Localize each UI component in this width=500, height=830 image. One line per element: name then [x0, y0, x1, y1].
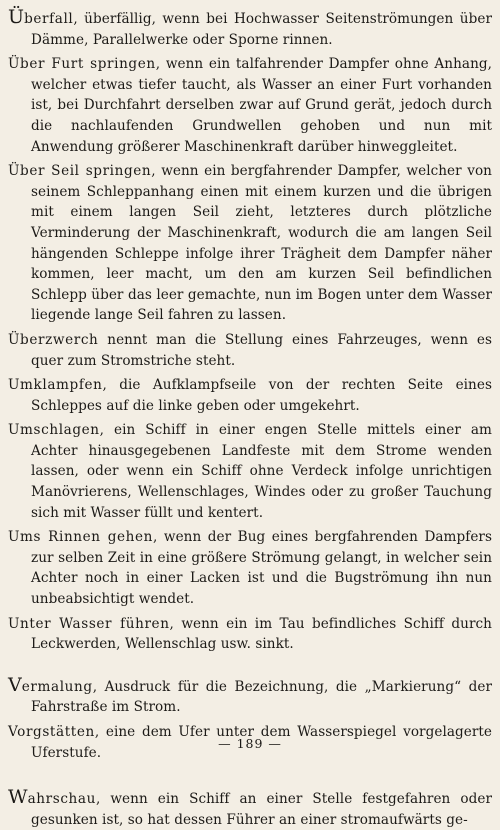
definition: , wenn ein talfahrender Dampfer ohne Anhang, welcher etwas tiefer taucht, als Wasser an einer Furt vorhanden ist, bei Durchfahrt derselben zwar auf Grund gerät, jedoch durch die nachlaufenden Grundwellen gehoben und nun mit Anwendung größerer Maschinenkraft darüber hinweggleitet.: [31, 56, 492, 155]
drop-initial: Ü: [8, 6, 25, 28]
headword: Unter Wasser führen: [8, 615, 170, 632]
entry-ums-rinnen-gehen: [8, 527, 492, 609]
entry-ueberfall: [8, 6, 492, 50]
definition: , die Aufklampfseile von der rechten Seite eines Schleppes auf die linke geben oder umgekehrt.: [31, 377, 492, 414]
definition: , eine dem Ufer unter dem Wasserspiegel vorgelagerte Uferstufe.: [31, 724, 492, 761]
headword: Ums Rinnen gehen: [8, 529, 154, 546]
headword: berfall: [24, 11, 74, 27]
definition: , überfällig, wenn bei Hochwasser Seitenströmungen über Dämme, Parallelwerke oder Sporne rinnen.: [31, 11, 492, 48]
headword: Umklampfen: [8, 377, 103, 394]
headword: Über Furt springen: [8, 56, 156, 73]
entry-umschlagen: [8, 420, 492, 523]
drop-initial: W: [8, 786, 28, 809]
definition: , wenn ein im Tau befindliches Schiff durch Leckwerden, Wellenschlag usw. sinkt.: [31, 615, 492, 653]
headword: Umschlagen: [8, 422, 100, 439]
entry-ueber-seil-springen: [8, 161, 492, 326]
entry-vermalung: [8, 673, 492, 718]
entry-umklampfen: [8, 375, 492, 416]
entry-ueber-furt-springen: [8, 54, 492, 157]
entry-unter-wasser-fuehren: [8, 614, 492, 655]
entry-wahrschau: [8, 786, 492, 830]
headword: ahrschau: [27, 791, 96, 808]
definition: , Ausdruck für die Bezeichnung, die „Markierung“ der Fahrstraße im Strom.: [31, 678, 492, 716]
page-number: — 189 —: [218, 736, 282, 751]
drop-initial: V: [8, 673, 22, 696]
headword: Vorgstätten: [8, 724, 95, 740]
headword: Über Seil springen: [8, 163, 152, 180]
definition: , wenn ein bergfahrender Dampfer, welcher von seinem Schleppanhang einen mit einem kurzen und die übrigen mit einem langen Seil zieht, letzteres durch plötzliche Verminderung der Maschinenkraft, wodurch die am langen Seil hängenden Schleppe infolge ihrer Trägheit dem Dampfer näher kommen, leer macht, um den am kurzen Seil befindlichen Schlepp über das leer gemachte, nun im Bogen unter dem Wasser liegende lange Seil fahren zu lassen.: [31, 163, 492, 324]
definition: , wenn ein Schiff an einer Stelle festgefahren oder gesunken ist, so hat dessen Führer an einer stromaufwärts ge-: [31, 791, 492, 828]
entry-ueberzwerch: [8, 330, 492, 371]
definition: , ein Schiff in einer engen Stelle mittels einer am Achter hinausgegebenen Landfeste mit dem Strome wenden lassen, oder wenn ein Schiff ohne Verdeck infolge unrichtigen Manövrierens, Wellenschlages, Windes oder zu großer Tauchung sich mit Wasser füllt und kentert.: [31, 422, 492, 521]
definition: , wenn der Bug eines bergfahrenden Dampfers zur selben Zeit in eine größere Strömung gelangt, in welcher sein Achter noch in einer Lacken ist und die Bugströmung ihn nun unbeabsichtigt wendet.: [31, 529, 492, 608]
headword: Überzwerch: [8, 331, 99, 348]
headword: ermalung: [21, 678, 93, 695]
definition: nennt man die Stellung eines Fahrzeuges, wenn es quer zum Stromstriche steht.: [31, 331, 492, 369]
